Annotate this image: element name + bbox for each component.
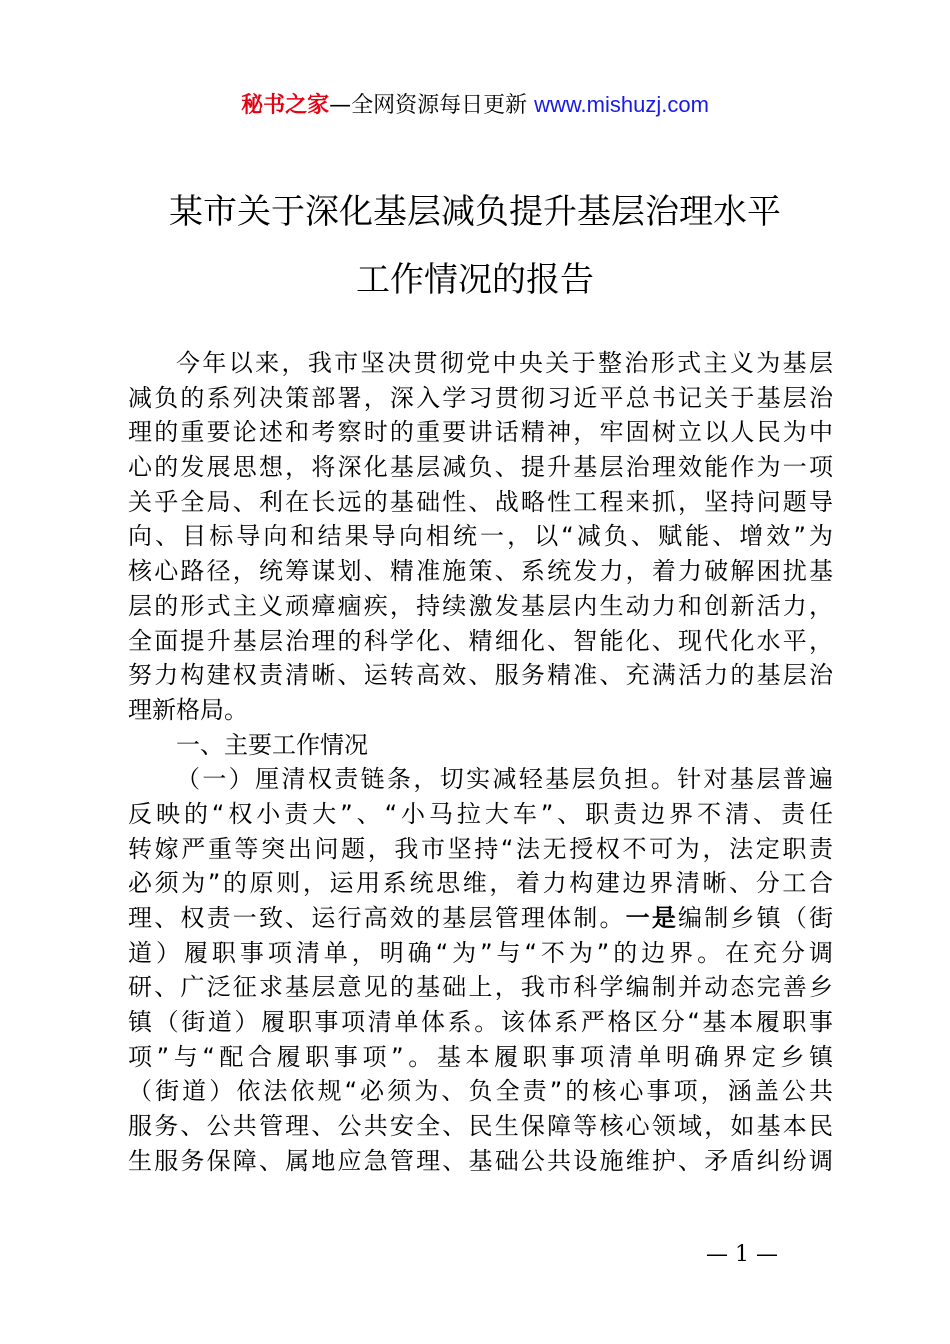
header-slogan: —全网资源每日更新: [329, 93, 535, 118]
document-body: [128, 346, 833, 1179]
paragraph-fragment: 理、权责一致、运行高效的基层管理体制。: [128, 904, 626, 932]
paragraph-line: 减负的系列决策部署，深入学习贯彻习近平总书记关于基层治: [128, 383, 833, 412]
paragraph-line: 向、目标导向和结果导向相统一，以“减负、赋能、增效”为: [128, 522, 833, 551]
document-header: [0, 88, 950, 123]
header-brand: 秘书之家: [241, 93, 330, 118]
page-number: — 1 —: [706, 1242, 778, 1267]
paragraph-line: 道）履职事项清单，明确“为”与“不为”的边界。在充分调: [128, 938, 833, 967]
paragraph-line: 生服务保障、属地应急管理、基础公共设施维护、矛盾纠纷调: [128, 1146, 833, 1175]
paragraph-line: 全面提升基层治理的科学化、精细化、智能化、现代化水平，: [128, 626, 833, 655]
paragraph-line: （一）厘清权责链条，切实减轻基层负担。针对基层普遍: [176, 765, 833, 794]
paragraph-line: 核心路径，统筹谋划、精准施策、系统发力，着力破解困扰基: [128, 557, 833, 586]
paragraph-line: 项”与“配合履职事项”。基本履职事项清单明确界定乡镇: [128, 1042, 833, 1071]
document-title-line-2: 工作情况的报告: [356, 260, 594, 300]
emphasis-first: 一是: [625, 904, 679, 932]
paragraph-line: 层的形式主义顽瘴痼疾，持续激发基层内生动力和创新活力，: [128, 591, 833, 620]
paragraph-line: 必须为”的原则，运用系统思维，着力构建边界清晰、分工合: [128, 869, 833, 898]
section-heading: 一、主要工作情况: [176, 730, 368, 759]
paragraph-line: 努力构建权责清晰、运转高效、服务精准、充满活力的基层治: [128, 661, 833, 690]
paragraph-line: 今年以来，我市坚决贯彻党中央关于整治形式主义为基层: [176, 349, 833, 377]
paragraph-fragment: 编制乡镇（街: [678, 904, 834, 932]
paragraph-line: （街道）依法依规“必须为、负全责”的核心事项，涵盖公共: [128, 1077, 833, 1106]
paragraph-line: 心的发展思想，将深化基层减负、提升基层治理效能作为一项: [128, 453, 833, 482]
paragraph-line: 关乎全局、利在长远的基础性、战略性工程来抓，坚持问题导: [128, 487, 833, 516]
paragraph-line: 反映的“权小责大”、“小马拉大车”、职责边界不清、责任: [128, 799, 833, 828]
header-url[interactable]: www.mishuzj.com: [534, 92, 709, 117]
paragraph-line: 镇（街道）履职事项清单体系。该体系严格区分“基本履职事: [128, 1008, 833, 1037]
paragraph-line-mixed: [128, 901, 833, 936]
paragraph-line: 理的重要论述和考察时的重要讲话精神，牢固树立以人民为中: [128, 418, 833, 447]
document-title-line-1: 某市关于深化基层减负提升基层治理水平: [169, 192, 781, 232]
paragraph-line: 研、广泛征求基层意见的基础上，我市科学编制并动态完善乡: [128, 973, 833, 1002]
paragraph-line: 服务、公共管理、公共安全、民生保障等核心领域，如基本民: [128, 1112, 833, 1141]
paragraph-line: 理新格局。: [128, 695, 248, 724]
paragraph-line: 转嫁严重等突出问题，我市坚持“法无授权不可为，法定职责: [128, 834, 833, 863]
